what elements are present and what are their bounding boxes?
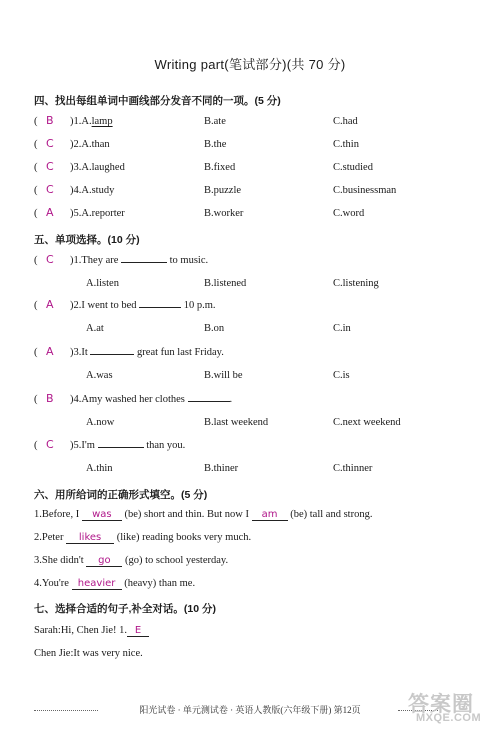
fill-line-2: 2.Peter likes (like) reading books very much. <box>34 532 252 543</box>
option-b: B.ate <box>204 116 226 127</box>
filled-answer: am <box>252 509 288 521</box>
option-a: A.thin <box>86 463 113 474</box>
answer-mark: A <box>46 206 54 219</box>
question-text: )3.It great fun last Friday. <box>70 347 224 358</box>
option-b: B.will be <box>204 370 243 381</box>
option-c: C.next weekend <box>333 417 401 428</box>
answer-mark: C <box>46 438 54 451</box>
question-text: )3.A.laughed <box>70 162 125 173</box>
option-c: C.thinner <box>333 463 373 474</box>
section-5-heading: 五、单项选择。(10 分) <box>34 234 140 246</box>
answer-mark: A <box>46 298 54 311</box>
option-c: C.is <box>333 370 350 381</box>
page-footer: 阳光试卷 · 单元测试卷 · 英语人教版(六年级下册) 第12页 <box>139 705 361 715</box>
filled-answer: E <box>127 625 149 637</box>
answer-mark: B <box>46 114 54 127</box>
option-c: C.studied <box>333 162 373 173</box>
watermark-logo <box>408 688 496 728</box>
option-c: C.in <box>333 323 351 334</box>
option-c: C.had <box>333 116 358 127</box>
option-c: C.thin <box>333 139 359 150</box>
fill-line-4: 4.You're heavier (heavy) than me. <box>34 578 196 589</box>
question-text: )2.A.than <box>70 139 110 150</box>
option-c: C.word <box>333 208 365 219</box>
question-text: )1.A.lamp <box>70 116 113 127</box>
option-a: A.listen <box>86 278 119 289</box>
option-c: C.listening <box>333 278 379 289</box>
section-4-heading: 四、找出每组单词中画线部分发音不同的一项。(5 分) <box>34 95 281 107</box>
option-a: A.at <box>86 323 104 334</box>
answer-mark: C <box>46 137 54 150</box>
filled-answer: was <box>82 509 122 521</box>
option-b: B.thiner <box>204 463 239 474</box>
question-text: )2.I went to bed 10 p.m. <box>70 300 216 311</box>
option-a: A.now <box>86 417 115 428</box>
watermark-text: 答案圈 <box>408 693 474 716</box>
section-7-heading: 七、选择合适的句子,补全对话。(10 分) <box>34 603 217 615</box>
page-title: Writing part(笔试部分)(共 70 分) <box>154 57 346 72</box>
question-text: )5.A.reporter <box>70 208 125 219</box>
question-text: )4.Amy washed her clothes . <box>70 394 233 405</box>
answer-mark: A <box>46 345 54 358</box>
option-b: B.listened <box>204 278 247 289</box>
answer-mark: B <box>46 392 54 405</box>
option-b: B.on <box>204 323 225 334</box>
fill-line-1: 1.Before, I was (be) short and thin. But now I am (be) tall and strong. <box>34 509 373 520</box>
watermark-url: MXQE.COM <box>416 712 482 724</box>
dialogue-line-1: Sarah:Hi, Chen Jie! 1. E <box>34 625 149 637</box>
answer-mark: C <box>46 160 54 173</box>
option-a: A.was <box>86 370 113 381</box>
option-b: B.last weekend <box>204 417 269 428</box>
option-b: B.worker <box>204 208 244 219</box>
filled-answer: go <box>86 555 122 567</box>
answer-mark: C <box>46 183 54 196</box>
option-b: B.fixed <box>204 162 236 173</box>
fill-line-3: 3.She didn't go (go) to school yesterday. <box>34 555 229 566</box>
filled-answer: likes <box>66 532 114 544</box>
question-text: )4.A.study <box>70 185 115 196</box>
answer-mark: C <box>46 253 54 266</box>
question-text: )1.They are to music. <box>70 255 209 266</box>
dialogue-line-2: Chen Jie:It was very nice. <box>34 648 143 659</box>
option-b: B.puzzle <box>204 185 242 196</box>
question-text: )5.I'm than you. <box>70 440 186 451</box>
option-b: B.the <box>204 139 227 150</box>
filled-answer: heavier <box>72 578 122 590</box>
option-c: C.businessman <box>333 185 397 196</box>
section-6-heading: 六、用所给词的正确形式填空。(5 分) <box>34 489 208 501</box>
